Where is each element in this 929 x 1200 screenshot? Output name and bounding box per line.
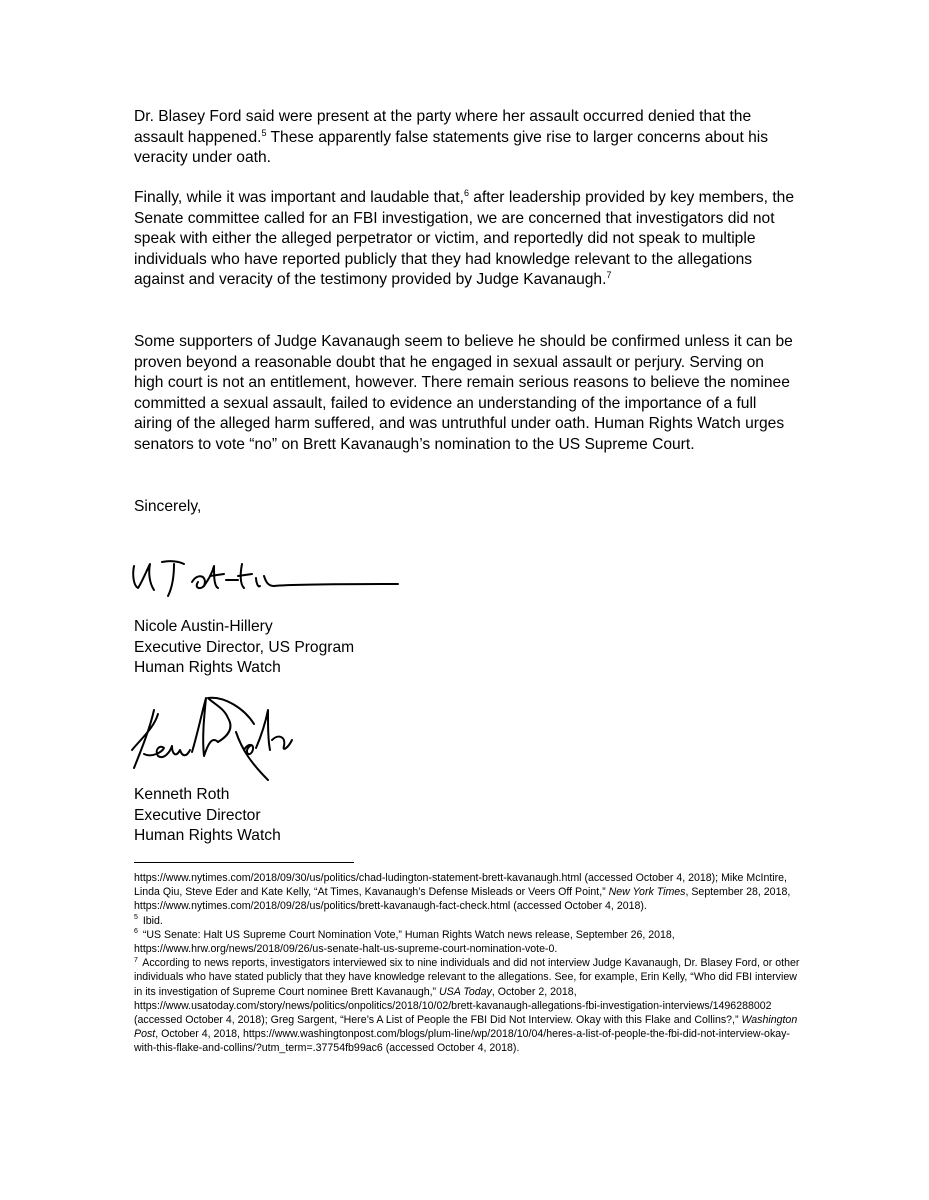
footnote-divider [134,862,354,863]
paragraph-2-text: Finally, while it was important and laudable that, [134,189,464,206]
closing-salutation: Sincerely, [134,498,202,515]
paragraph-2-text-cont: after leadership provided by key members, the Senate committee called for an FBI investigation, we are concerned that investigators did not speak with either the alleged perpetrator or victim, and reportedly did not speak to multiple individuals who have reported publicly that they had knowledge relevant to the allegations against and veracity of the testimony provided by Judge Kavanaugh. [134,189,795,289]
signatory-1 [134,617,354,679]
signatory-title: Executive Director [134,806,261,824]
paragraph-2 [134,188,794,291]
signatory-title: Executive Director, US Program [134,638,355,656]
footnote-ref-7: 7 [606,270,612,281]
signature-roth [128,692,303,787]
footnote-5: $^5$ Ibid. [134,914,163,927]
footnote-7: $^7$ According to news reports, investigators interviewed six to nine individuals and did not interview Judge Kavanaugh, Dr. Blasey Ford, or other individuals who have stated publicly that they have knowledge relevant to the allegations. See, for example, Erin Kelly, “Who did FBI interview in its investigation of Supreme Court nominee Brett Kavanaugh,” USA Today, October 2, 2018, https://www.usatoday.com/story/news/politics/onpolitics/2018/10/02/brett-kavanaugh-allegations-fbi-investigation-interviews/1496288002 (accessed October 4, 2018); Greg Sargent, “Here’s A List of People the FBI Did Not Interview. Okay with this Flake and Collins?,” Washington Post, October 4, 2018, https://www.washingtonpost.com/blogs/plum-line/wp/2018/10/04/heres-a-list-of-people-the-fbi-did-not-interview-okay-with-this-flake-and-collins/?utm_term=.37754fb99ac6 (accessed October 4, 2018). [134,956,800,1055]
paragraph-3: Some supporters of Judge Kavanaugh seem to believe he should be confirmed unless it can be proven beyond a reasonable doubt that he engaged in sexual assault or perjury. Serving on high court is not an entitlement, however. There remain serious reasons to believe the nominee committed a sexual assault, failed to evidence an understanding of the importance of a full airing of the alleged harm suffered, and was untruthful under oath. Human Rights Watch urges senators to vote “no” on Brett Kavanaugh’s nomination to the US Supreme Court. [134,333,793,453]
paragraph-1-text-cont: These apparently false statements give rise to larger concerns about his veracity under oath. [134,128,769,167]
signatory-2 [134,785,281,847]
footnote-continued: https://www.nytimes.com/2018/09/30/us/politics/chad-ludington-statement-brett-kavanaugh.html (accessed October 4, 2018); Mike McIntire, Linda Qiu, Steve Eder and Kate Kelly, “At Times, Kavanaugh’s Defense Misleads or Veers Off Point,” New York Times, September 28, 2018, https://www.nytimes.com/2018/09/28/us/politics/brett-kavanaugh-fact-check.html (accessed October 4, 2018). [134,872,791,913]
signatory-name: Nicole Austin-Hillery [134,618,273,635]
signatory-org: Human Rights Watch [134,659,281,677]
footnotes [134,871,802,1056]
paragraph-1 [134,107,794,169]
footnote-6: $^6$ “US Senate: Halt US Supreme Court Nomination Vote,” Human Rights Watch news release, September 26, 2018, https://www.hrw.org/news/2018/09/26/us-senate-halt-us-supreme-court-nomination-vote-0. [134,928,675,956]
footnote-ref-6: 6 [463,187,469,198]
paragraph-1-text: Dr. Blasey Ford said were present at the party where her assault occurred denied that the assault happened. [134,108,752,146]
footnote-ref-5: 5 [261,127,267,138]
signatory-org: Human Rights Watch [134,827,281,845]
signature-austin-hillery [128,552,403,602]
signatory-name: Kenneth Roth [134,786,230,803]
